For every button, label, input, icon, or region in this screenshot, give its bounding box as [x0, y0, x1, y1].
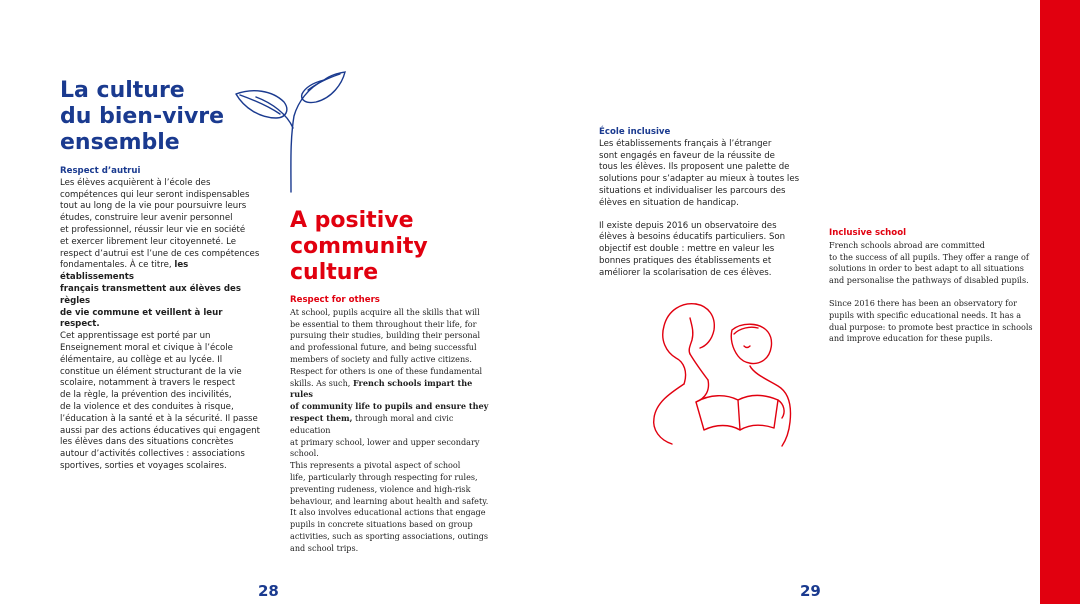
- mother-child-reading-icon: [650, 300, 800, 448]
- title-line: du bien-vivre: [60, 104, 225, 129]
- title-line: La culture: [60, 78, 185, 103]
- page-number-left: 28: [258, 582, 279, 600]
- section-body: [60, 178, 260, 473]
- title-line: A positive: [290, 208, 414, 233]
- section-heading: Respect d’autrui: [60, 166, 141, 176]
- section-body: Il existe depuis 2016 un observatoire des élèves à besoins éducatifs particuliers. Son objectif est double : mettre en valeur les bonnes pratiques des établissements et améliorer la scolarisation de ces élèves.: [599, 220, 786, 278]
- red-edge-band: [1040, 0, 1080, 604]
- body-text: Les élèves acquièrent à l’école des compétences qui leur seront indispensables tout au long de la vie pour poursuivre leurs études, construire leur avenir personnel et professionnel, réussir leur vie en société et exercer librement leur citoyenneté. Le respect d’autrui est l’une de ces compétences fondamentales. À ce titre,: [60, 177, 260, 271]
- section-body: Since 2016 there has been an observatory for pupils with specific educational needs. It has a dual purpose: to promote best practice in schools and improve education for these pupils.: [829, 297, 1033, 344]
- section-body: Les établissements français à l’étranger sont engagés en faveur de la réussite de tous les élèves. Ils proposent une palette de solutions pour s’adapter au mieux à toutes les situations et individualiser les parcours des élèves en situation de handicap.: [599, 138, 800, 208]
- body-text: Cet apprentissage est porté par un Enseignement moral et civique à l’école élémentaire, au collège et au lycée. Il constitue un élément structurant de la vie scolaire, notamment à travers le respect de la règle, la prévention des incivilités, de la violence et des conduites à risque, l’éducation à la santé et à la sécurité. Il passe aussi par des actions éducatives qui engagent les élèves dans des situations concrètes autour d’activités collectives : associations sportives, sorties et voyages scolaires.: [60, 331, 260, 471]
- body-bold-text: les établissements français transmettent aux élèves des règles de vie commune et veillent à leur respect.: [60, 260, 241, 330]
- section-body: [290, 307, 490, 555]
- section-heading: Inclusive school: [829, 228, 907, 238]
- section-body: French schools abroad are committed to the success of all pupils. They offer a range of solutions in order to best adapt to all situations and personalise the pathways of disabled pupils.: [829, 239, 1029, 286]
- section-heading: Respect for others: [290, 295, 380, 305]
- section-heading: École inclusive: [599, 127, 671, 137]
- page-number-right: 29: [800, 582, 821, 600]
- body-text: through moral and civic education at primary school, lower and upper secondary school. This represents a pivotal aspect of school life, particularly through respecting for rules, preventing rudeness, violence and high-risk behaviour, and learning about health and safety. It also involves educational actions that engage pupils in concrete situations based on group activities, such as sporting associations, outings and school trips.: [290, 412, 489, 553]
- fr-inclusive-section: [599, 127, 804, 280]
- fr-respect-section: [60, 166, 260, 473]
- page-title-fr: [60, 78, 280, 156]
- title-line: ensemble: [60, 130, 180, 155]
- title-line: culture: [290, 260, 379, 285]
- body-bold-text: French schools impart the rules of community life to pupils and ensure they respect them,: [290, 377, 489, 423]
- body-text: At school, pupils acquire all the skills that will be essential to them throughout their life, for pursuing their studies, building their personal and professional future, and being successful members of society and fully active citizens. Respect for others is one of these fundamental skills. As such,: [290, 306, 483, 388]
- page-title-en: [290, 208, 490, 286]
- en-inclusive-section: [829, 228, 1034, 345]
- title-line: community: [290, 234, 428, 259]
- en-respect-section: [290, 295, 490, 555]
